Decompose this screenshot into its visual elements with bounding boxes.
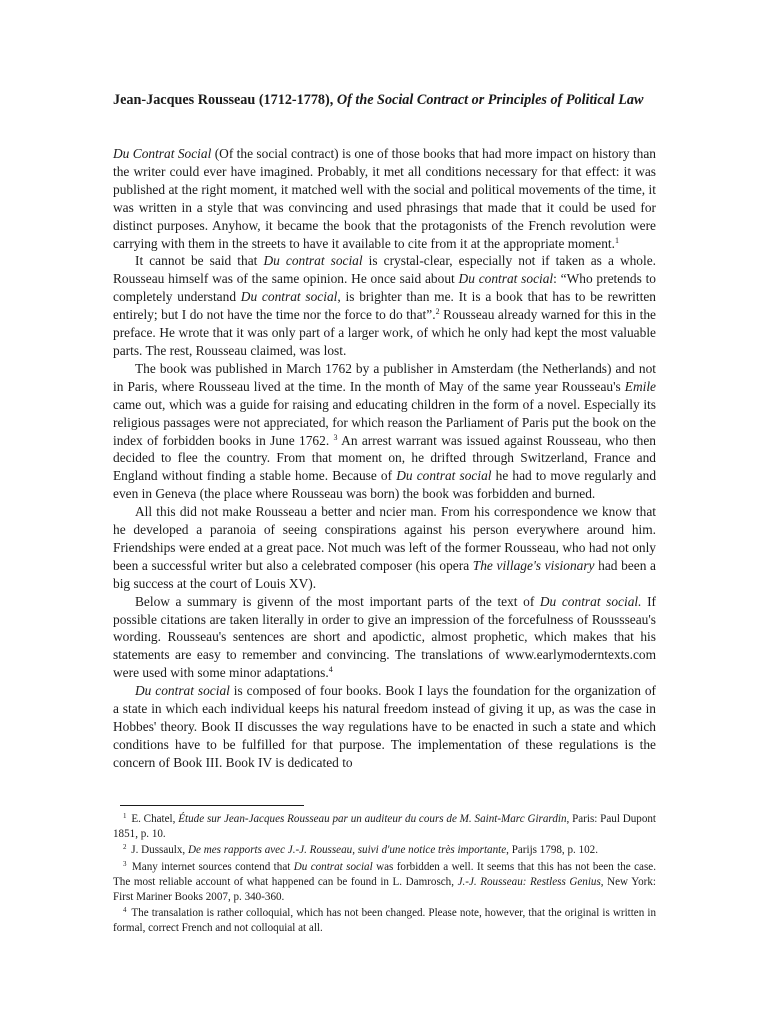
book-title-ref: Du Contrat Social [113,146,212,161]
cited-title: Du contrat social [293,860,373,873]
book-title-ref: Du contrat social [135,683,230,699]
footnote-ref-2[interactable]: 2 [435,307,440,317]
footnote-number: 4 [123,906,127,915]
paragraph-3 [113,360,656,503]
book-title-ref: Du contrat social [458,271,554,287]
paragraph-5 [113,593,656,683]
footnote-1 [113,812,656,842]
paragraph-text: It cannot be said that [135,253,264,269]
book-title-ref: Emile [624,378,656,394]
paragraph-text: The book was published in March 1762 by a publisher in Amsterdam (the Netherlands) and not in Paris, where Rousseau lived at the time. In the month of May of the same year Rousseau's [113,360,656,394]
paragraph-text: came out, which was a guide for raising and educating children in the form of a novel. Especially its religious passages were not appreciated, for which reason the Parliament of Paris put the book on the index of forbidden books in June 1762. [113,396,656,448]
book-title-ref: Du contrat social [263,253,363,269]
paragraph-text: is crystal-clear, especially not if taken as a whole. Rousseau himself was of the same opinion. He once said about [113,253,657,287]
cited-title: Étude sur Jean-Jacques Rousseau par un auditeur du cours de M. Saint-Marc Girardin [178,813,567,825]
footnote-number: 2 [123,843,127,852]
paragraph-4 [113,503,656,593]
document-body [113,145,656,772]
paragraph-text: If possible citations are taken literally in order to give an impression of the forcefulness of Roussseau's wording. Rousseau's sentences are short and apodictic, almost prophetic, which makes that his statements are easy to remember and convincing. The translations of www.earlymoderntexts.com were used with some minor adaptations. [113,593,656,681]
paragraph-text: is composed of four books. Book I lays the foundation for the organization of a state in which each individual keeps his natural freedom instead of giving it up, as was the case in Hobbes' theory. Book II discusses the way regulations have to be enacted in such a state and which conditions have to be fulfilled for that purpose. The implementation of these regulations is the concern of Book III. Book IV is dedicated to [113,683,656,770]
paragraph-text: Below a summary is givenn of the most important parts of the text of [135,593,540,609]
paragraph-text: All this did not make Rousseau a better and ncier man. From his correspondence we know that he developed a paranoia of seeing conspirations against his person everywhere around him. Friendships were ended at a great pace. Not much was left of the former Rousseau, who had not only been a successful writer but also a celebrated composer (his opera [113,504,656,573]
footnote-ref-1[interactable]: 1 [615,235,619,245]
footnote-text: The transalation is rather colloquial, which has not been changed. Please note, however, that the original is written in formal, correct French and not colloquial at all. [113,907,656,935]
book-title-ref: Du contrat social [396,468,492,484]
footnote-text: , Paris: Paul Dupont 1851, p. 10. [113,813,657,841]
opera-title-ref: The village's visionary [472,557,595,573]
paragraph-2 [113,252,656,359]
paragraph-text: Rousseau already warned for this in the preface. He wrote that it was only part of a larger work, of which he only had kept the most valuable parts. The rest, Rousseau claimed, was lost. [113,307,656,358]
footnote-4 [113,906,656,936]
footnote-ref-4[interactable]: 4 [328,665,333,675]
footnote-text: J. Dussaulx, [128,844,188,857]
footnote-text: , Parijs 1798, p. 102. [506,844,598,857]
work-title: Of the Social Contract or Principles of Political Law [336,92,644,108]
footnote-text: , New York: First Mariner Books 2007, p. 340-360. [113,875,656,904]
document-title [113,92,658,109]
book-title-ref: Du contrat social [240,289,338,305]
paragraph-text: (Of the social contract) is one of those books that had more impact on history than the writer could ever have imagined. Probably, it met all conditions necessary for that effect: it was published at the right moment, it matched well with the social and political movements of the time, it was written in a style that was convincing and used phrasings that made that it could be used for distinct purposes. Anyhow, it became the book that the protagonists of the French revolution were carrying with them in the streets to have it available to cite from it at the appropriate moment. [113,146,657,251]
footnote-ref-3[interactable]: 3 [333,432,338,442]
paragraph-1 [113,145,656,252]
paragraph-text: : “Who pretends to completely understand [113,271,657,305]
paragraph-text: he had to move regularly and even in Geneva (the place where Rousseau was born) the book was forbidden and burned. [113,468,657,502]
footnote-divider [120,805,304,806]
footnote-text: E. Chatel, [128,813,179,825]
paragraph-text: had been a big success at the court of Louis XV). [113,557,656,591]
footnote-number: 1 [123,812,127,820]
book-title-ref: Du contrat social. [539,593,642,609]
footnotes [113,812,656,938]
cited-title: De mes rapports avec J.-J. Rousseau, suivi d'une notice très importante [187,844,507,857]
footnote-number: 3 [123,859,127,868]
paragraph-text: An arrest warrant was issued against Rousseau, who then decided to flee the country. From that moment on, he drifted through Switzerland, France and England without finding a stable home. Because of [113,432,656,484]
footnote-2 [113,843,656,858]
footnote-3 [113,860,656,906]
footnote-text: Many internet sources contend that [128,860,294,873]
cited-title: J.-J. Rousseau: Restless Genius [457,875,601,888]
paragraph-6 [113,682,656,772]
footnote-text: was forbidden a well. It seems that this has not been the case. The most reliable account of what happened can be found in L. Damrosch, [113,860,656,888]
paragraph-text: , is brighter than me. It is a book that has to be rewritten entirely; but I do not have the time nor the force to do that”. [113,289,656,323]
author-name: Jean-Jacques Rousseau (1712-1778), [113,92,334,108]
